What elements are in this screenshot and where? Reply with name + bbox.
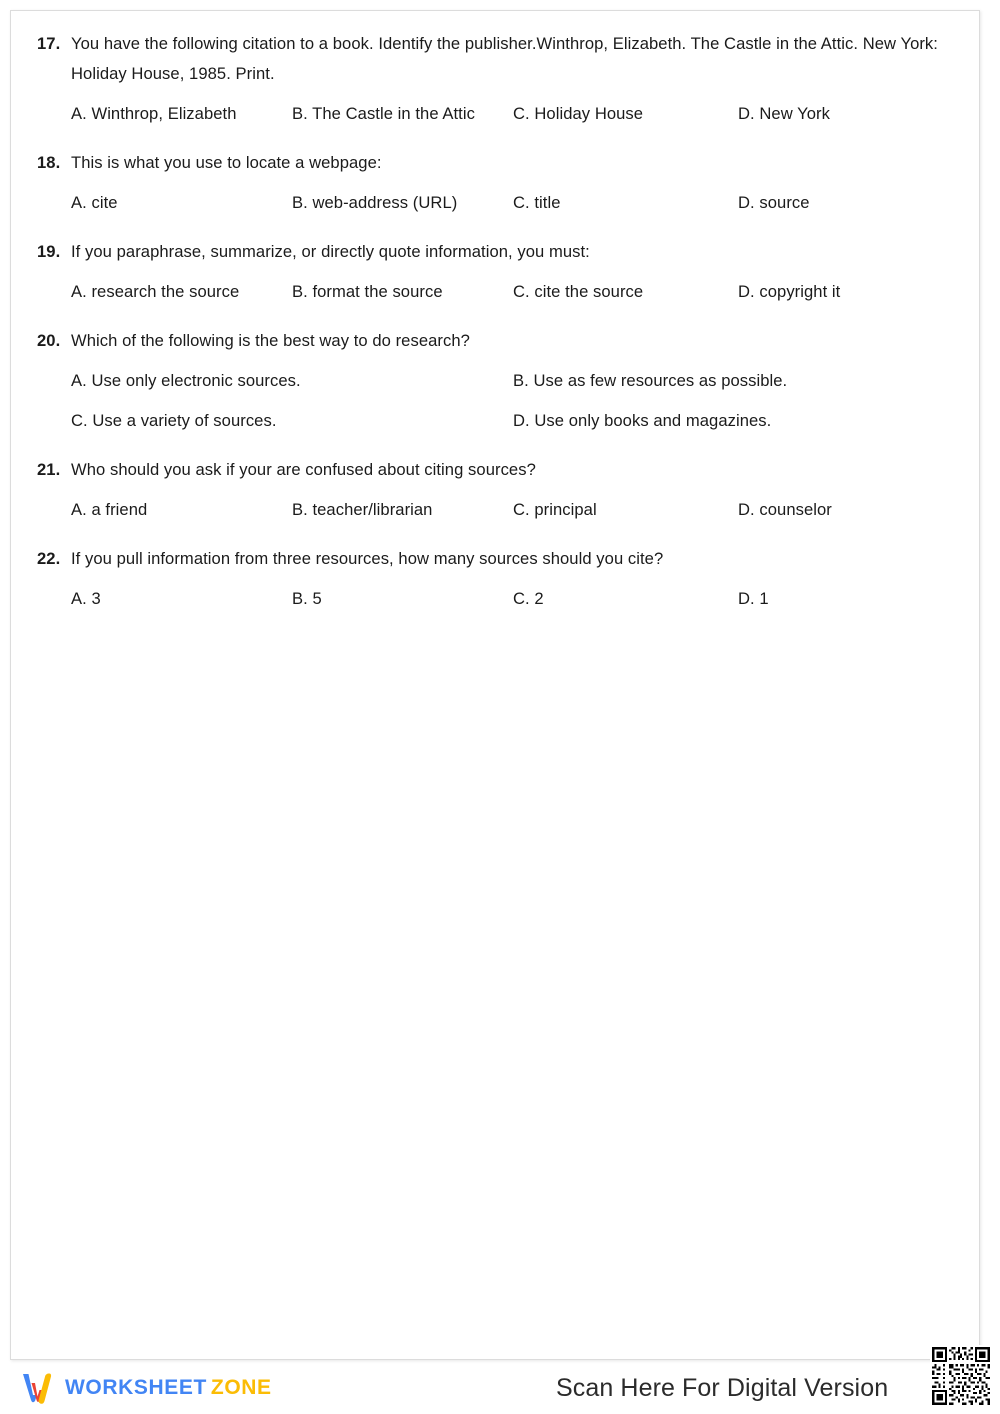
question-number: 21. [37, 460, 61, 479]
scan-instruction-text: Scan Here For Digital Version [556, 1374, 889, 1402]
question-number: 20. [37, 331, 61, 350]
option-group [28, 188, 959, 218]
answer-option[interactable]: B. format the source [292, 282, 443, 301]
question-block [28, 544, 959, 614]
answer-option[interactable]: B. The Castle in the Attic [292, 104, 475, 123]
worksheet-page [10, 10, 980, 1360]
question-number: 22. [37, 549, 61, 568]
question-number: 17. [37, 34, 61, 53]
question-block [28, 326, 959, 436]
answer-option[interactable]: B. Use as few resources as possible. [513, 371, 788, 390]
answer-option[interactable]: A. Winthrop, Elizabeth [71, 104, 237, 123]
option-row [71, 99, 959, 129]
question-number: 19. [37, 242, 61, 261]
answer-option[interactable]: C. title [513, 193, 561, 212]
option-row [71, 406, 959, 436]
qr-code-icon[interactable] [930, 1345, 992, 1407]
answer-option[interactable]: A. research the source [71, 282, 240, 301]
question-list [11, 11, 979, 633]
option-group [28, 99, 959, 129]
answer-option[interactable]: C. 2 [513, 589, 544, 608]
answer-option[interactable]: A. a friend [71, 500, 148, 519]
brand-wordmark [65, 1376, 272, 1400]
option-group [28, 495, 959, 525]
question-text: If you pull information from three resources, how many sources should you cite? [71, 549, 664, 568]
answer-option[interactable]: C. principal [513, 500, 597, 519]
answer-option[interactable]: C. cite the source [513, 282, 644, 301]
option-row [71, 277, 959, 307]
answer-option[interactable]: D. counselor [738, 500, 832, 519]
answer-option[interactable]: B. web-address (URL) [292, 193, 458, 212]
answer-option[interactable]: A. cite [71, 193, 118, 212]
question-text: If you paraphrase, summarize, or directly quote information, you must: [71, 242, 590, 261]
question-block [28, 237, 959, 307]
option-row [71, 188, 959, 218]
answer-option[interactable]: D. Use only books and magazines. [513, 411, 772, 430]
answer-option[interactable]: D. New York [738, 104, 830, 123]
question-text: This is what you use to locate a webpage: [71, 153, 382, 172]
question-text: You have the following citation to a book. Identify the publisher.Winthrop, Elizabeth. The Castle in the Attic. New York: Holiday House, 1985. Print. [71, 34, 938, 83]
answer-option[interactable]: C. Holiday House [513, 104, 644, 123]
answer-option[interactable]: D. 1 [738, 589, 769, 608]
option-row [71, 495, 959, 525]
answer-option[interactable]: C. Use a variety of sources. [71, 411, 277, 430]
question-text: Who should you ask if your are confused about citing sources? [71, 460, 536, 479]
page-footer [0, 1362, 1000, 1414]
brand-logo [20, 1370, 272, 1406]
question-heading [28, 544, 959, 574]
option-group [28, 584, 959, 614]
question-block [28, 455, 959, 525]
question-number: 18. [37, 153, 61, 172]
answer-option[interactable]: A. Use only electronic sources. [71, 371, 301, 390]
answer-option[interactable]: D. source [738, 193, 810, 212]
brand-name-primary: WORKSHEET [65, 1376, 207, 1399]
question-text: Which of the following is the best way to do research? [71, 331, 470, 350]
question-heading [28, 29, 959, 89]
option-row [71, 366, 959, 396]
answer-option[interactable]: B. 5 [292, 589, 322, 608]
question-block [28, 148, 959, 218]
answer-option[interactable]: A. 3 [71, 589, 101, 608]
option-group [28, 277, 959, 307]
answer-option[interactable]: B. teacher/librarian [292, 500, 433, 519]
answer-option[interactable]: D. copyright it [738, 282, 841, 301]
question-heading [28, 148, 959, 178]
option-group [28, 366, 959, 436]
question-heading [28, 326, 959, 356]
question-heading [28, 237, 959, 267]
brand-name-secondary: ZONE [210, 1376, 272, 1399]
question-block [28, 29, 959, 129]
option-row [71, 584, 959, 614]
question-heading [28, 455, 959, 485]
worksheet-zone-w-mark-icon [20, 1370, 54, 1406]
